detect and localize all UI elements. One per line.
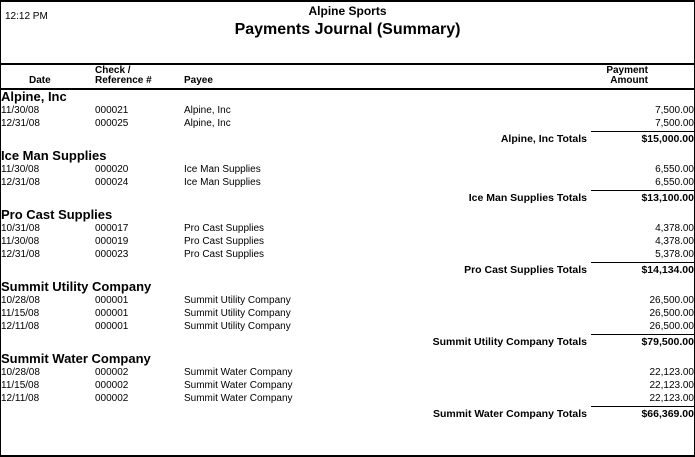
cell-payee: Summit Utility Company (184, 321, 291, 332)
group-totals-amount: $13,100.00 (591, 190, 694, 204)
group-totals-label: Pro Cast Supplies Totals (464, 264, 587, 276)
cell-reference-number: 000020 (95, 164, 129, 175)
report-header (1, 2, 694, 63)
payment-row (1, 320, 694, 333)
cell-payment-amount: 22,123.00 (649, 367, 694, 378)
journal-table-body (1, 90, 694, 424)
cell-reference-number: 000001 (95, 308, 129, 319)
group-totals-row (1, 333, 694, 348)
cell-payee: Summit Water Company (184, 393, 293, 404)
cell-payee: Summit Water Company (184, 367, 293, 378)
group-header-row (1, 149, 694, 163)
group-totals-row (1, 261, 694, 276)
payment-row (1, 117, 694, 130)
group-totals-label: Alpine, Inc Totals (500, 133, 587, 145)
cell-payment-amount: 22,123.00 (649, 393, 694, 404)
column-headers (1, 65, 694, 88)
group-totals-label: Summit Water Company Totals (432, 408, 587, 420)
cell-date: 11/30/08 (1, 236, 40, 247)
cell-payee: Ice Man Supplies (184, 164, 261, 175)
cell-reference-number: 000002 (95, 367, 129, 378)
cell-payee: Pro Cast Supplies (184, 236, 265, 247)
cell-date: 12/31/08 (1, 118, 40, 129)
report-title: Payments Journal (Summary) (234, 21, 461, 38)
cell-date: 11/15/08 (1, 308, 40, 319)
payment-row (1, 104, 694, 117)
group-name: Pro Cast Supplies (1, 208, 113, 222)
payment-row (1, 307, 694, 320)
cell-payment-amount: 22,123.00 (649, 380, 694, 391)
cell-payee: Alpine, Inc (184, 118, 231, 129)
column-header-check-reference (95, 66, 184, 86)
group-totals-label: Ice Man Supplies Totals (468, 192, 587, 204)
payment-row (1, 366, 694, 379)
group-totals-label: Summit Utility Company Totals (432, 336, 587, 348)
group-spacer-row (1, 420, 694, 424)
group-name: Alpine, Inc (1, 90, 67, 104)
group-totals-amount: $15,000.00 (591, 131, 694, 145)
cell-date: 11/15/08 (1, 380, 40, 391)
group-totals-cell (1, 405, 694, 420)
cell-payee: Summit Utility Company (184, 308, 291, 319)
cell-payment-amount: 7,500.00 (655, 118, 694, 129)
column-header-date: Date (29, 75, 51, 86)
cell-payment-amount: 26,500.00 (649, 295, 694, 306)
column-header-payment-amount (529, 66, 694, 86)
cell-date: 11/30/08 (1, 105, 40, 116)
column-header-amount-line1: Payment (606, 65, 648, 76)
payment-row (1, 379, 694, 392)
cell-reference-number: 000002 (95, 380, 129, 391)
payment-row (1, 163, 694, 176)
group-totals-cell (1, 261, 694, 276)
column-header-payee: Payee (184, 75, 213, 86)
cell-payee: Ice Man Supplies (184, 177, 261, 188)
group-name: Summit Utility Company (1, 280, 152, 294)
cell-payee: Pro Cast Supplies (184, 223, 265, 234)
group-totals-row (1, 405, 694, 420)
group-totals-cell (1, 189, 694, 204)
group-header-row (1, 352, 694, 366)
cell-payment-amount: 6,550.00 (655, 164, 694, 175)
cell-payment-amount: 6,550.00 (655, 177, 694, 188)
cell-payee: Alpine, Inc (184, 105, 231, 116)
cell-reference-number: 000001 (95, 321, 129, 332)
cell-reference-number: 000019 (95, 236, 129, 247)
column-header-check-line1: Check / (95, 65, 131, 76)
cell-payment-amount: 4,378.00 (655, 223, 694, 234)
cell-date: 10/31/08 (1, 223, 40, 234)
cell-date: 12/11/08 (1, 393, 40, 404)
cell-payee: Summit Utility Company (184, 295, 291, 306)
cell-payment-amount: 7,500.00 (655, 105, 694, 116)
cell-reference-number: 000017 (95, 223, 129, 234)
cell-date: 10/28/08 (1, 295, 40, 306)
group-header-row (1, 280, 694, 294)
column-header-check-line2: Reference # (95, 75, 152, 86)
cell-date: 11/30/08 (1, 164, 40, 175)
group-header-row (1, 208, 694, 222)
cell-payment-amount: 5,378.00 (655, 249, 694, 260)
column-header-amount-line2: Amount (610, 75, 648, 86)
cell-date: 12/31/08 (1, 177, 40, 188)
group-header-row (1, 90, 694, 104)
cell-payee: Summit Water Company (184, 380, 293, 391)
cell-reference-number: 000024 (95, 177, 129, 188)
payment-row (1, 235, 694, 248)
cell-reference-number: 000002 (95, 393, 129, 404)
cell-reference-number: 000021 (95, 105, 129, 116)
cell-date: 10/28/08 (1, 367, 40, 378)
cell-payee: Pro Cast Supplies (184, 249, 265, 260)
cell-payment-amount: 4,378.00 (655, 236, 694, 247)
group-totals-amount: $14,134.00 (591, 262, 694, 276)
payment-row (1, 248, 694, 261)
group-totals-amount: $79,500.00 (591, 334, 694, 348)
group-totals-cell (1, 333, 694, 348)
group-name: Ice Man Supplies (1, 149, 107, 163)
payment-row (1, 176, 694, 189)
group-spacer-cell (1, 420, 694, 424)
cell-date: 12/31/08 (1, 249, 40, 260)
cell-date: 12/11/08 (1, 321, 40, 332)
group-totals-cell (1, 130, 694, 145)
group-totals-row (1, 130, 694, 145)
report-time: 12:12 PM (5, 11, 48, 22)
payment-row (1, 294, 694, 307)
group-totals-row (1, 189, 694, 204)
group-name: Summit Water Company (1, 352, 151, 366)
cell-reference-number: 000023 (95, 249, 129, 260)
cell-reference-number: 000001 (95, 295, 129, 306)
cell-reference-number: 000025 (95, 118, 129, 129)
cell-payment-amount: 26,500.00 (649, 308, 694, 319)
payment-row (1, 392, 694, 405)
journal-table (1, 90, 694, 424)
cell-payment-amount: 26,500.00 (649, 321, 694, 332)
group-totals-amount: $66,369.00 (591, 406, 694, 420)
payment-row (1, 222, 694, 235)
company-name: Alpine Sports (308, 4, 387, 18)
